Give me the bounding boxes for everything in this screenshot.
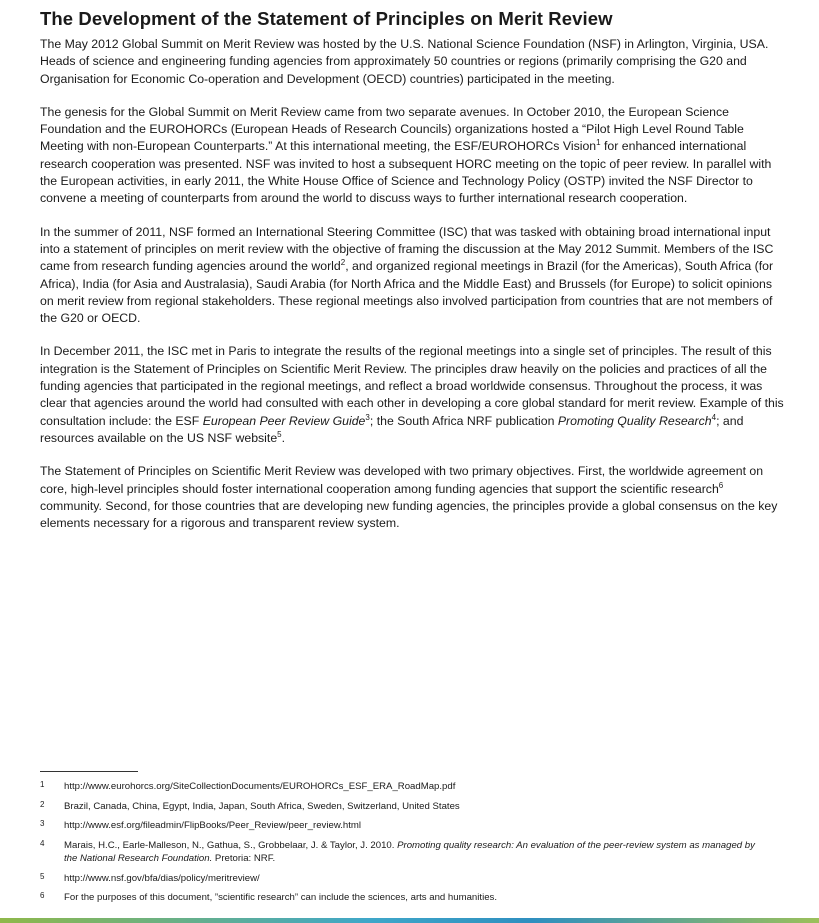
footnote-ref-2[interactable]: 2 [340, 258, 346, 268]
paragraph-genesis [40, 104, 785, 208]
citation-title: Promoting quality research: An evaluation of the peer-review system as managed by the National Research Foundation. [64, 839, 755, 864]
citation-publisher: Pretoria: NRF. [212, 853, 276, 864]
footnote-6 [40, 891, 760, 905]
paragraph-text: In December 2011, the ISC met in Paris to integrate the results of the regional meetings into a single set of principles. The result of this integration is the Statement of Principles on Scientific Merit Review. The principles draw heavily on the policies and practices of all the funding agencies that participated in the regional meetings, and reflect a broad worldwide consensus. Throughout the process, it was clear that agencies around the world had consulted with each other in developing a core global standard for merit review. Example of this consultation include: the ESF [40, 344, 784, 428]
footnote-link[interactable]: http://www.eurohorcs.org/SiteCollectionDocuments/EUROHORCs_ESF_ERA_RoadMap.pdf [64, 781, 456, 792]
paragraph-text: . [281, 430, 286, 445]
citation-authors: Marais, H.C., Earle-Malleson, N., Gathua, S., Grobbelaar, J. & Taylor, J. 2010. [64, 839, 398, 851]
footnote-link[interactable]: http://www.esf.org/fileadmin/FlipBooks/Peer_Review/peer_review.html [64, 820, 362, 831]
paragraph-text: ; and resources available on the US NSF website [40, 413, 744, 445]
paragraph-text: for enhanced international research cooperation was presented. NSF was invited to host a subsequent HORC meeting on the topic of peer review. In parallel with the European activities, in early 2011, the White House Office of Science and Technology Policy (OSTP) invited the NSF Director to convene a meeting of counterparts from around the world to discuss ways to further international research cooperation. [40, 139, 772, 206]
footnote-number: 2 [40, 799, 45, 809]
footnote-ref-6[interactable]: 6 [718, 480, 724, 490]
footnote-ref-5[interactable]: 5 [277, 429, 282, 439]
footnote-number: 4 [40, 838, 45, 848]
paragraph-text: , and organized regional meetings in Brazil (for the Americas), South Africa (for Africa), India (for Asia and Australasia), Saudi Arabia (for North Africa and the Middle East) and Brussels (for Europe) to solicit opinions on merit review from regional stakeholders. These regional meetings also involved participation from countries that are not members of the G20 or OECD. [40, 259, 774, 326]
bottom-gradient-bar [0, 918, 819, 923]
paragraph-text: The May 2012 Global Summit on Merit Review was hosted by the U.S. National Science Foundation (NSF) in Arlington, Virginia, USA. Heads of science and engineering funding agencies from approximately 50 countries or regions (primarily comprising the G20 and Organisation for Economic Co-operation and Development (OECD) countries) participated in the meeting. [40, 37, 769, 86]
footnote-3 [40, 819, 760, 833]
footnote-number: 5 [40, 871, 45, 881]
footnote-text: For the purposes of this document, ”scientific research” can include the sciences, arts and humanities. [64, 892, 497, 903]
footnote-5 [40, 872, 760, 886]
paragraph-text: The Statement of Principles on Scientific Merit Review was developed with two primary objectives. First, the worldwide agreement on core, high-level principles should foster international cooperation among funding agencies that support the scientific research [40, 464, 764, 496]
document-body [40, 8, 785, 548]
footnote-text [64, 839, 760, 866]
footnote-1 [40, 780, 760, 794]
footnote-text: Brazil, Canada, China, Egypt, India, Japan, South Africa, Sweden, Switzerland, United States [64, 800, 460, 812]
paragraph-text: ; the South Africa NRF publication [369, 413, 558, 428]
footnote-number: 3 [40, 819, 45, 828]
footnote-divider [40, 771, 138, 772]
footnotes [40, 780, 760, 911]
publication-title: Promoting Quality Research [557, 413, 712, 428]
paragraph-objectives [40, 463, 785, 532]
paragraph-text: In the summer of 2011, NSF formed an International Steering Committee (ISC) that was tasked with obtaining broad international input into a statement of principles on merit review with the objective of framing the discussion at the May 2012 Summit. Members of the ISC came from research funding agencies around the world [40, 224, 774, 274]
paragraph-paris-meeting [40, 343, 785, 447]
footnote-2 [40, 800, 760, 814]
footnote-4 [40, 839, 760, 866]
footnote-link[interactable]: http://www.nsf.gov/bfa/dias/policy/meritreview/ [64, 872, 260, 884]
paragraph-summit-intro [40, 36, 785, 88]
footnote-number: 1 [40, 780, 45, 789]
page-title: The Development of the Statement of Principles on Merit Review [40, 8, 613, 29]
paragraph-isc [40, 224, 785, 328]
footnote-ref-4[interactable]: 4 [711, 412, 717, 422]
publication-title: European Peer Review Guide [202, 413, 366, 428]
paragraph-text: The genesis for the Global Summit on Merit Review came from two separate avenues. In October 2010, the European Science Foundation and the EUROHORCs (European Heads of Research Councils) organizations hosted a “Pilot High Level Round Table Meeting with non-European Counterparts.” At this international meeting, the ESF/EUROHORCs Vision [40, 104, 744, 154]
paragraph-text: community. Second, for those countries that are developing new funding agencies, the principles provide a global consensus on the key elements necessary for a rigorous and transparent review system. [40, 498, 778, 531]
footnote-number: 6 [40, 891, 45, 900]
footnote-ref-3[interactable]: 3 [365, 412, 370, 422]
footnote-ref-1[interactable]: 1 [596, 138, 601, 148]
